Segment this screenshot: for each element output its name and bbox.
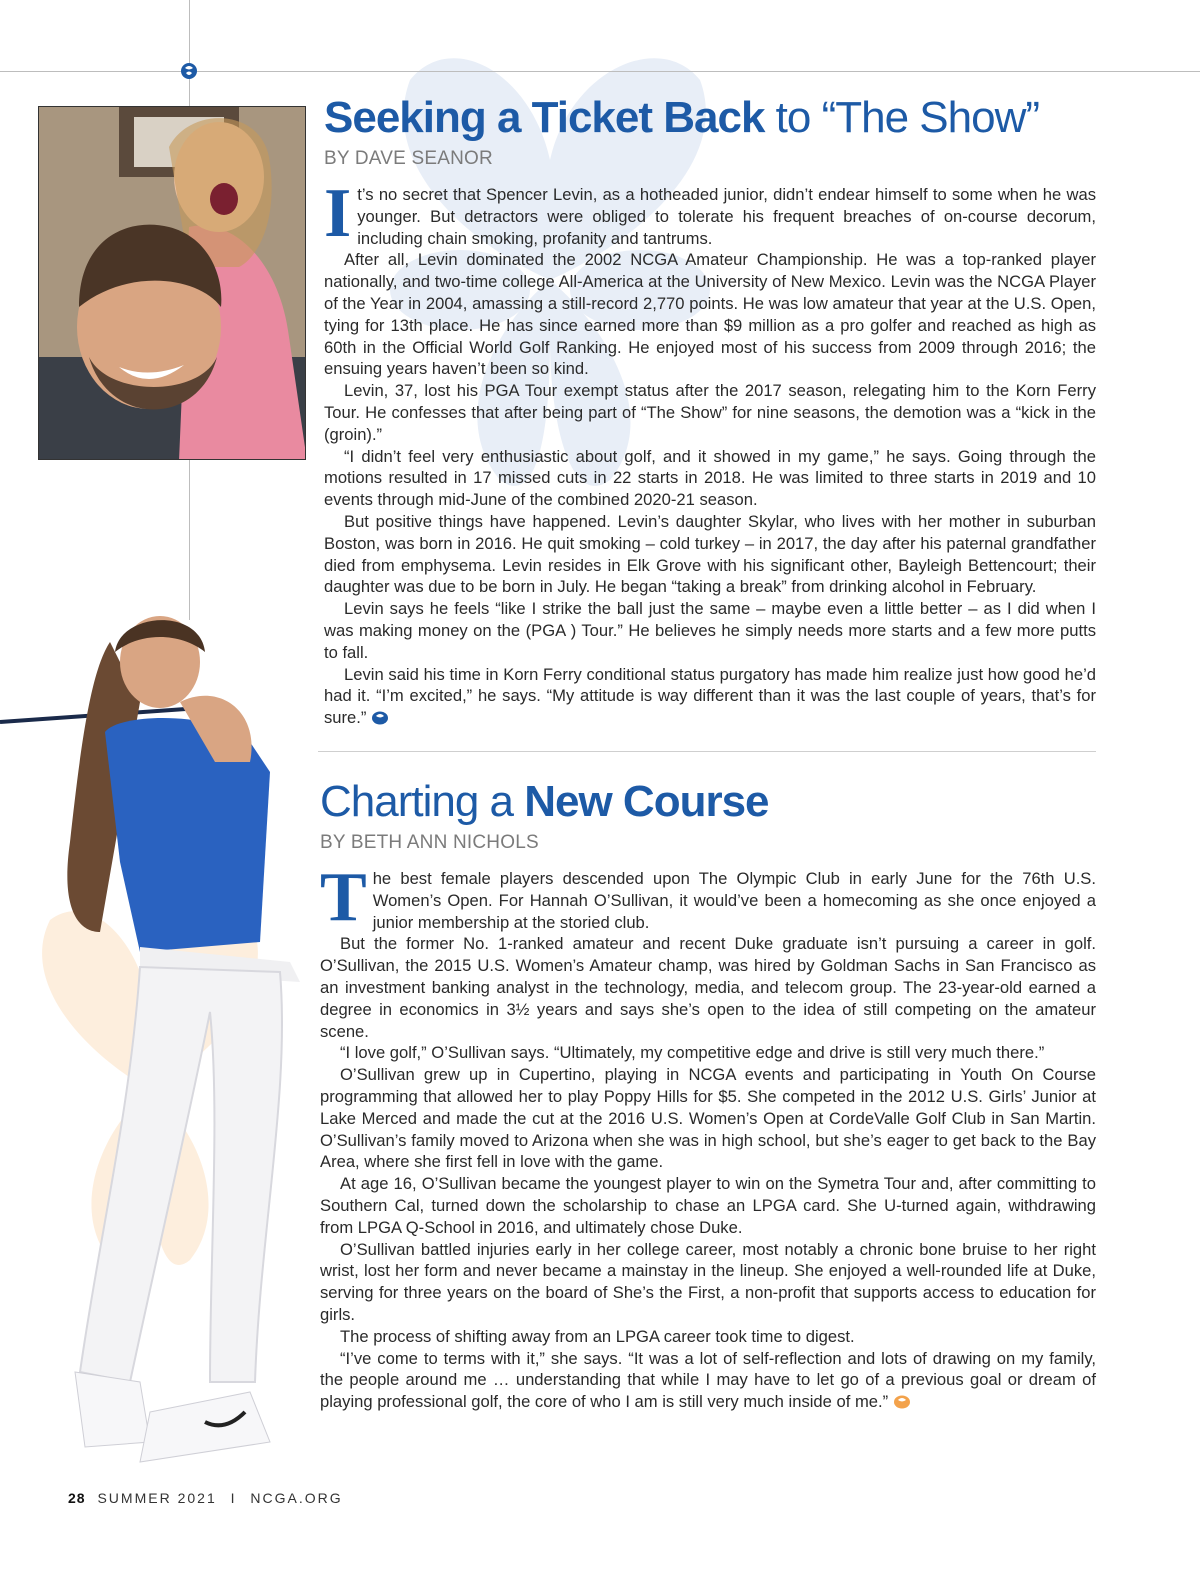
paragraph: At age 16, O’Sullivan became the youngest player to win on the Symetra Tour and, after committing to Southern Cal, turned down the scholarship to chase an LPGA card. She U-turned again, withdrawing from LPGA Q-School in 2016, and ultimately chose Duke. [320, 1174, 1096, 1237]
article-headline [320, 777, 1096, 826]
paragraph: The best female players descended upon The Olympic Club in early June for the 76th U.S. Women’s Open. For Hannah O’Sullivan, it would’ve been a homecoming as she once enjoyed a junior membership at the storied club. [320, 859, 1096, 936]
paragraph: Levin said his time in Korn Ferry conditional status purgatory has made him realize just how good he’d had it. “I’m excited,” he says. “My attitude is way different than it was the last couple of years, that’s for sure.” [324, 664, 1096, 728]
footer-separator: I [230, 1490, 237, 1506]
paragraph: “I love golf,” O’Sullivan says. “Ultimately, my competitive edge and drive is still very much there.” [340, 1043, 1045, 1063]
section-divider [318, 751, 1096, 752]
paragraph: “I’ve come to terms with it,” she says. “It was a lot of self-reflection and lots of drawing on my family, the people around me … understanding that while I may have to let go of a previous goal or dream of playing professional golf, the core of who I am is still very much inside of me.” [320, 1348, 1096, 1412]
site-link[interactable]: NCGA.ORG [250, 1490, 343, 1506]
paragraph: “I didn’t feel very enthusiastic about golf, and it showed in my game,” he says. Going through the motions resulted in 17 missed cuts in 22 starts in 2018. He was limited to three starts in 2019 and 10 events through mid-June of the combined 2020-21 season. [324, 446, 1096, 510]
levin-family-photo [38, 106, 306, 460]
page-number: 28 [68, 1490, 86, 1506]
osullivan-golfer-photo [0, 612, 310, 1472]
paragraph: It’s no secret that Spencer Levin, as a hotheaded junior, didn’t endear himself to some when he was younger. But detractors were obliged to tolerate his frequent breaches of on-course decorum, including chain smoking, profanity and tantrums. [324, 175, 1096, 252]
drop-cap: T [320, 859, 367, 936]
article-charting-new-course [320, 777, 1096, 1413]
poppy-logo-icon [180, 62, 198, 80]
paragraph: Levin, 37, lost his PGA Tour exempt status after the 2017 season, relegating him to the Korn Ferry Tour. He confesses that after being part of “The Show” for nine seasons, the demotion was a “kick in the (groin).” [324, 381, 1096, 444]
paragraph: The process of shifting away from an LPGA career took time to digest. [340, 1326, 855, 1346]
headline-bold: Seeking a Ticket Back [324, 93, 765, 142]
article-body [320, 859, 1096, 1413]
paragraph: After all, Levin dominated the 2002 NCGA Amateur Championship. He was a top-ranked player nationally, and two-time college All-America at the University of New Mexico. Levin was the NCGA Player of the Year in 2004, amassing a still-record 2,770 points. He was low amateur that year at the U.S. Open, tying for 13th place. He has since earned more than $9 million as a pro golfer and reached as high as 60th in the Official World Golf Ranking. He enjoyed most of his success from 2009 through 2016; the ensuing years haven’t been so kind. [324, 250, 1096, 379]
article-headline [324, 93, 1096, 142]
byline: BY BETH ANN NICHOLS [320, 832, 539, 853]
headline-light: to “The Show” [764, 93, 1040, 142]
paragraph: O’Sullivan grew up in Cupertino, playing in NCGA events and participating in Youth On Course programming that allowed her to play Poppy Hills for $5. She competed in the 2012 U.S. Girls’ Junior at Lake Merced and made the cut at the 2016 U.S. Women’s Open at CordeValle Golf Club in San Martin. O’Sullivan’s family moved to Arizona when she was in high school, but she’s eager to get back to the Bay Area, where she first fell in love with the game. [320, 1065, 1096, 1172]
end-mark-blue-icon [372, 711, 388, 725]
headline-bold: New Course [524, 777, 769, 826]
end-mark-orange-icon [894, 1395, 910, 1409]
drop-cap: I [324, 175, 352, 252]
paragraph: But the former No. 1-ranked amateur and recent Duke graduate isn’t pursuing a career in golf. O’Sullivan, the 2015 U.S. Women’s Amateur champ, was hired by Goldman Sachs in San Francisco as an investment banking analyst in the technology, media, and telecom group. The 23-year-old earned a degree in economics in 3½ years and says she’s open to the idea of still competing on the amateur scene. [320, 934, 1096, 1041]
paragraph: O’Sullivan battled injuries early in her college career, most notably a chronic bone bruise to her right wrist, lost her form and never became a mainstay in the lineup. She enjoyed a well-rounded life at Duke, serving for three years on the board of She’s the First, a non-profit that supports access to education for girls. [320, 1239, 1096, 1324]
paragraph: Levin says he feels “like I strike the ball just the same – maybe even a little better – as I did when I was making money on the (PGA ) Tour.” He believes he simply needs more starts and a few more putts to fall. [324, 599, 1096, 662]
issue-label: SUMMER 2021 [97, 1490, 217, 1506]
byline: BY DAVE SEANOR [324, 148, 493, 169]
page-footer [68, 1490, 343, 1506]
paragraph: But positive things have happened. Levin’s daughter Skylar, who lives with her mother in suburban Boston, was born in 2016. He quit smoking – cold turkey – in 2017, the day after his paternal grandfather died from emphysema. Levin resides in Elk Grove with his significant other, Bayleigh Bettencourt; their daughter was due to be born in July. He began “taking a break” from drinking alcohol in February. [324, 511, 1096, 597]
article-body [324, 175, 1096, 729]
article-seeking-ticket [324, 93, 1096, 729]
headline-light: Charting a [320, 777, 525, 826]
